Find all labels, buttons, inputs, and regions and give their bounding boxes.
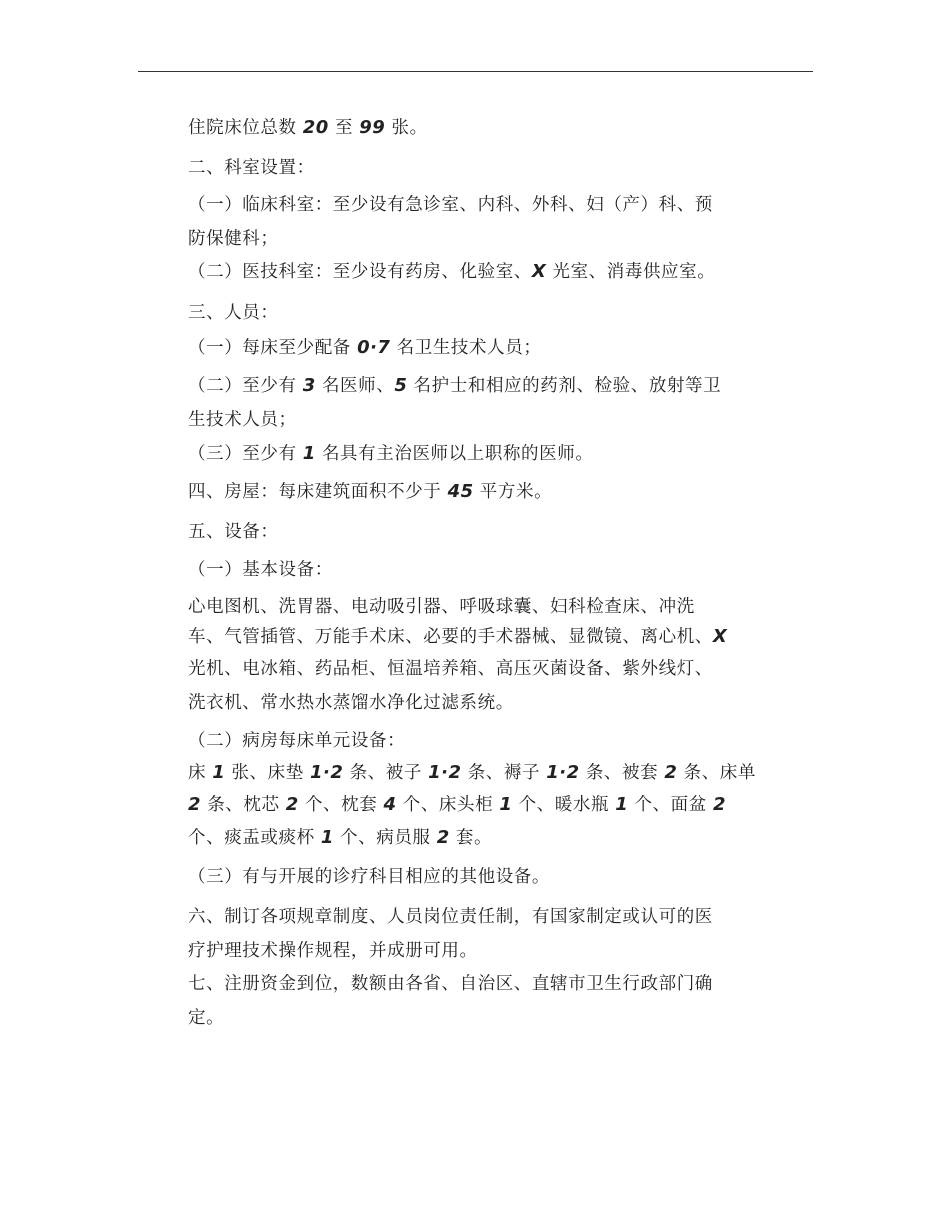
text-segment: 三、人员： [188, 303, 279, 323]
text-segment: 个、病员服 [333, 828, 437, 848]
number-value: 2 [188, 794, 202, 815]
text-segment: 条、被套 [579, 763, 665, 783]
text-segment: 个、痰盂或痰杯 [188, 828, 321, 848]
number-value: 2 [713, 794, 727, 815]
number-value: 1 [302, 443, 316, 464]
text-line [188, 155, 315, 181]
text-line [188, 335, 541, 361]
number-value: 1·2 [428, 762, 462, 783]
text-segment: 六、制订各项规章制度、人员岗位责任制，有国家制定或认可的医 [188, 907, 713, 927]
text-line [188, 594, 695, 620]
text-segment: 条、枕芯 [201, 795, 286, 815]
text-segment: 防保健科； [188, 229, 279, 249]
text-segment: 五、设备： [188, 522, 279, 542]
text-segment: （二）病房每床单元设备： [188, 731, 406, 751]
number-value: 2 [436, 827, 450, 848]
text-line [188, 864, 550, 890]
text-line [188, 115, 428, 141]
number-value: 1·2 [310, 762, 344, 783]
text-line [188, 479, 552, 505]
text-line [188, 656, 713, 682]
text-line [188, 192, 713, 218]
text-segment: （二）至少有 [188, 376, 303, 396]
text-line [188, 971, 713, 997]
text-line [188, 259, 715, 285]
text-segment: 名护士和相应的药剂、检验、放射等卫 [407, 376, 722, 396]
text-line [188, 373, 721, 399]
number-value: 5 [394, 375, 408, 396]
number-value: 0·7 [357, 337, 391, 358]
text-segment: 疗护理技术操作规程，并成册可用。 [188, 941, 478, 961]
text-line [188, 904, 713, 930]
text-line [188, 557, 333, 583]
number-value: 1 [212, 762, 226, 783]
number-value: X [531, 261, 547, 282]
text-segment: 住院床位总数 [188, 118, 303, 138]
text-line [188, 407, 297, 433]
text-segment: （三）有与开展的诊疗科目相应的其他设备。 [188, 867, 550, 887]
text-segment: （二）医技科室：至少设有药房、化验室、 [188, 262, 532, 282]
text-segment: （一）临床科室：至少设有急诊室、内科、外科、妇（产）科、预 [188, 195, 713, 215]
text-segment: 生技术人员； [188, 410, 297, 430]
text-segment: 名医师、 [315, 376, 395, 396]
number-value: X [712, 626, 728, 647]
text-line [188, 226, 279, 252]
text-segment: 张、床垫 [225, 763, 311, 783]
number-value: 1·2 [546, 762, 580, 783]
number-value: 4 [383, 794, 397, 815]
text-segment: 个、枕套 [298, 795, 384, 815]
text-line [188, 825, 492, 851]
text-line [188, 624, 727, 650]
text-segment: 条、被子 [343, 763, 429, 783]
number-value: 3 [302, 375, 316, 396]
header-rule [138, 71, 813, 72]
text-segment: 名具有主治医师以上职称的医师。 [315, 444, 594, 464]
text-segment: 套。 [449, 828, 493, 848]
number-value: 1 [499, 794, 513, 815]
text-segment: 车、气管插管、万能手术床、必要的手术器械、显微镜、离心机、 [188, 627, 713, 647]
text-segment: 平方米。 [473, 482, 553, 502]
text-segment: 七、注册资金到位，数额由各省、自治区、直辖市卫生行政部门确 [188, 974, 713, 994]
text-segment: 光室、消毒供应室。 [546, 262, 716, 282]
text-segment: 个、床头柜 [396, 795, 500, 815]
number-value: 2 [285, 794, 299, 815]
text-line [188, 938, 478, 964]
number-value: 20 [302, 117, 329, 138]
text-segment: （一）每床至少配备 [188, 338, 358, 358]
text-line [188, 300, 279, 326]
text-segment: 心电图机、洗胃器、电动吸引器、呼吸球囊、妇科检查床、冲洗 [188, 597, 695, 617]
text-line [188, 760, 756, 786]
text-segment: 二、科室设置： [188, 158, 315, 178]
text-segment: 个、面盆 [628, 795, 714, 815]
number-value: 99 [359, 117, 386, 138]
number-value: 1 [615, 794, 629, 815]
text-segment: 床 [188, 763, 213, 783]
number-value: 45 [447, 481, 474, 502]
text-line [188, 728, 405, 754]
number-value: 2 [664, 762, 678, 783]
text-line [188, 441, 593, 467]
text-line [188, 690, 514, 716]
text-segment: 四、房屋：每床建筑面积不少于 [188, 482, 448, 502]
text-line [188, 519, 279, 545]
text-line [188, 1005, 224, 1031]
text-segment: 条、褥子 [461, 763, 547, 783]
text-line [188, 792, 726, 818]
text-segment: 洗衣机、常水热水蒸馏水净化过滤系统。 [188, 693, 514, 713]
text-segment: 名卫生技术人员； [390, 338, 542, 358]
number-value: 1 [320, 827, 334, 848]
text-segment: （三）至少有 [188, 444, 303, 464]
text-segment: 定。 [188, 1008, 225, 1028]
text-segment: 光机、电冰箱、药品柜、恒温培养箱、高压灭菌设备、紫外线灯、 [188, 659, 713, 679]
text-segment: 至 [328, 118, 360, 138]
text-segment: （一）基本设备： [188, 560, 333, 580]
text-segment: 条、床单 [677, 763, 756, 783]
text-segment: 个、暖水瓶 [512, 795, 616, 815]
text-segment: 张。 [385, 118, 428, 138]
